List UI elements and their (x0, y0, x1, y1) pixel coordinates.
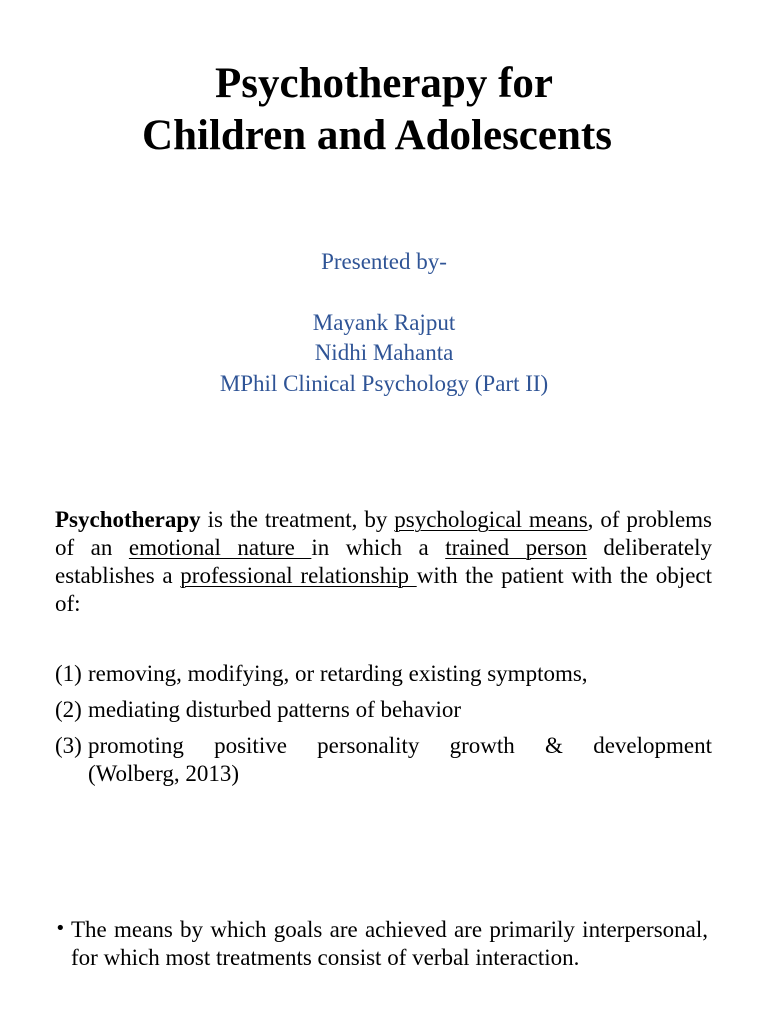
definition-text: deliberately establishes a (55, 535, 712, 588)
definition-text: with the patient with the object of: (55, 563, 712, 616)
defined-term: Psychotherapy (55, 507, 201, 532)
bullet-item (55, 916, 708, 972)
presenter-name-1: Mayank Rajput (312, 309, 456, 335)
course-name: MPhil Clinical Psychology (Part II) (219, 370, 549, 396)
list-item (55, 660, 712, 688)
list-item (55, 732, 712, 788)
list-item-text: mediating disturbed patterns of behavior (88, 697, 462, 722)
list-number: (3) (55, 733, 82, 758)
citation: (Wolberg, 2013) (88, 761, 240, 786)
document-title (0, 58, 768, 162)
underlined-phrase: emotional nature (128, 535, 312, 560)
list-number: (2) (55, 697, 82, 722)
bullet-list (55, 916, 708, 972)
underlined-phrase: professional relationship (180, 563, 417, 588)
definition-paragraph (55, 506, 712, 618)
objectives-list (55, 660, 712, 796)
bullet-icon: • (55, 918, 66, 939)
list-number: (1) (55, 661, 82, 686)
list-item-text: removing, modifying, or retarding existing symptoms, (88, 661, 588, 686)
definition-text: is the treatment, by (200, 507, 395, 532)
list-item (55, 696, 712, 724)
presented-by-label: Presented by- (321, 249, 447, 274)
underlined-phrase: psychological means (394, 507, 588, 532)
underlined-phrase: trained person (445, 535, 587, 560)
presenter-name-2: Nidhi Mahanta (314, 340, 454, 365)
spacer (0, 278, 768, 308)
list-item-text: promoting positive personality growth & development (88, 733, 712, 758)
definition-text: , of problems of an (55, 507, 712, 560)
bullet-text: The means by which goals are achieved are primarily interpersonal, for which most treatments consist of verbal interaction. (71, 917, 708, 970)
definition-text: in which a (311, 535, 446, 560)
title-line-1: Psychotherapy for (215, 60, 553, 107)
presenters-block (0, 247, 768, 399)
title-line-2: Children and Adolescents (142, 112, 612, 159)
